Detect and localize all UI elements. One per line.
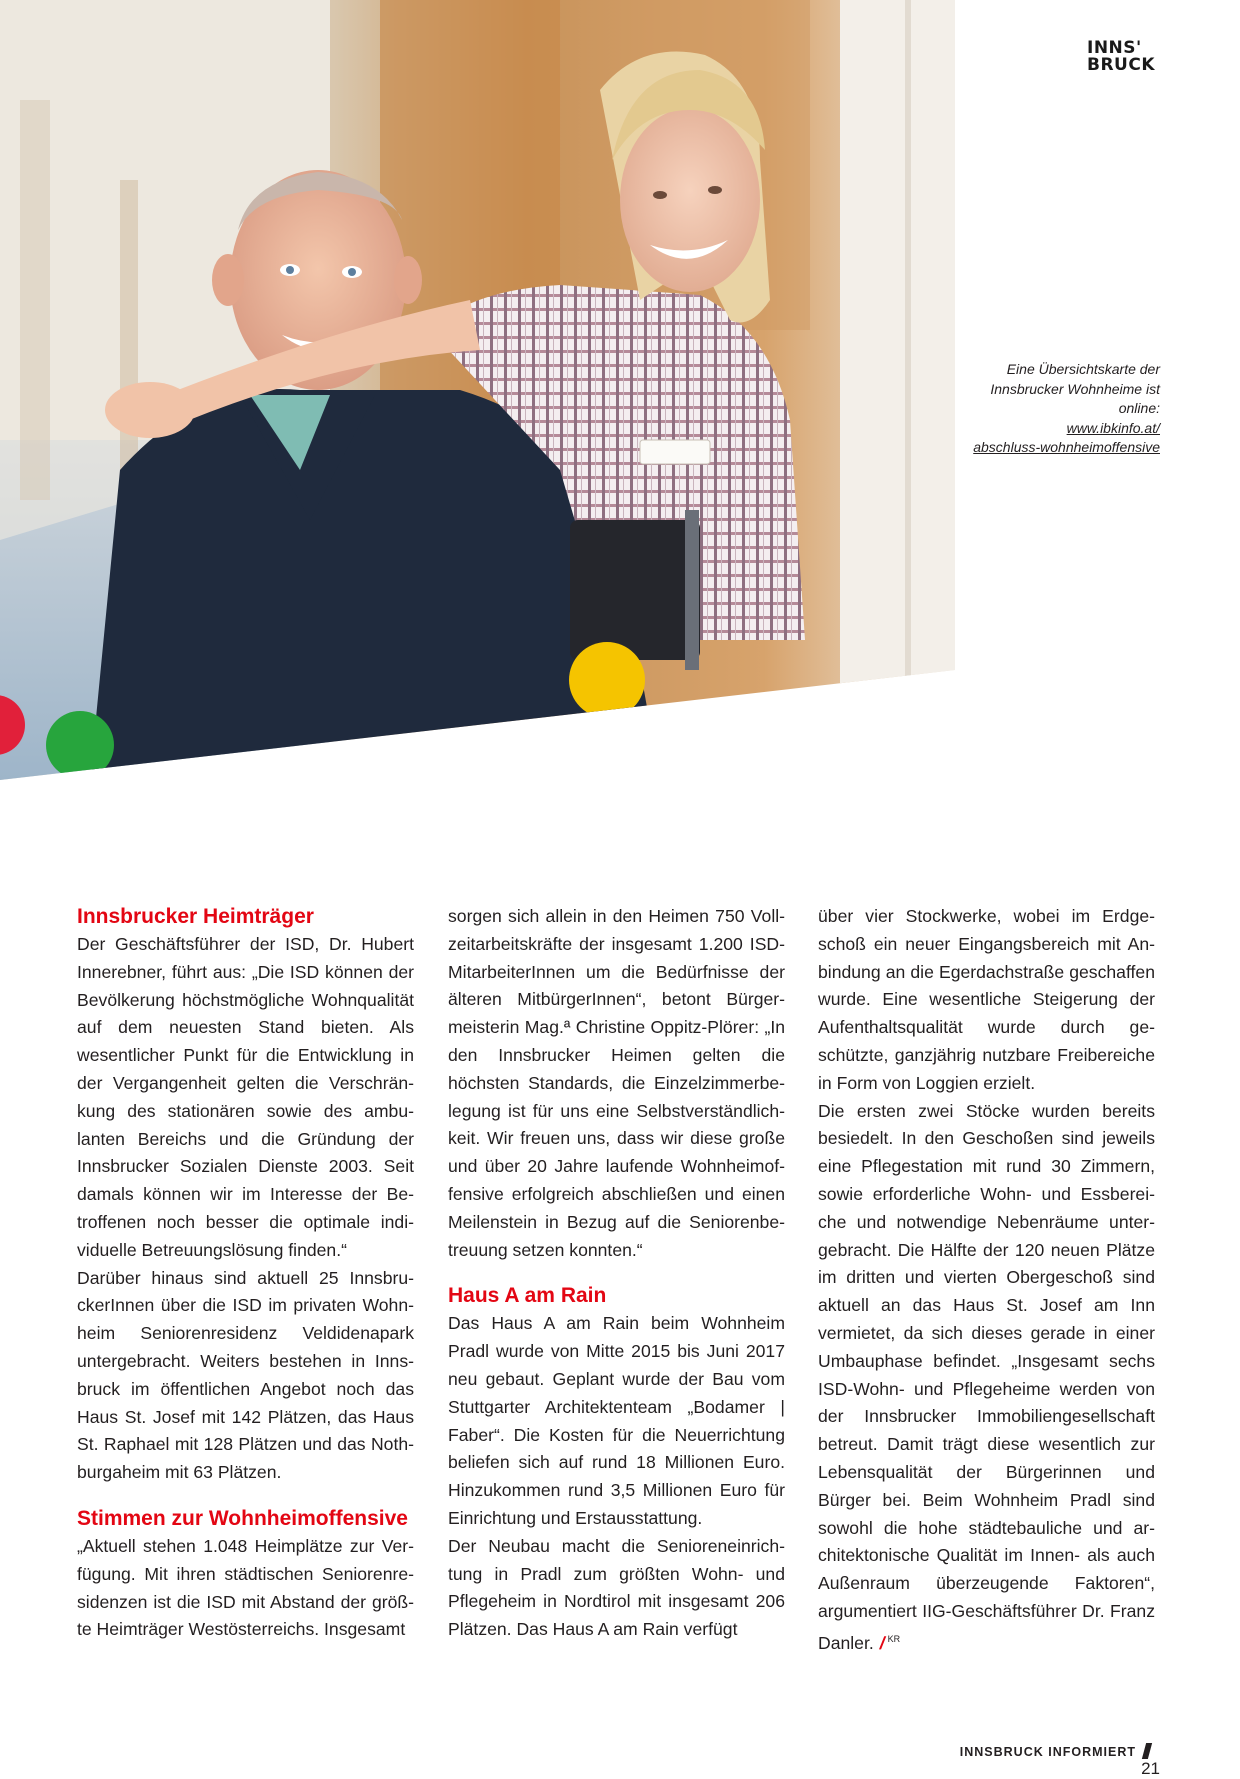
- text-column-1: [77, 903, 414, 1644]
- caption-link-part2[interactable]: abschluss-wohnheimoffensive: [973, 439, 1160, 455]
- logo-line1: INNS': [1087, 38, 1142, 58]
- paragraph: über vier Stockwerke, wobei im Erdgeschoß ein neuer Eingangsbereich mit Anbindung an die Egerdachstraße geschaffen wurde. Eine wesentliche Steigerung der Aufenthaltsqualität wurde durch geschützte, ganzjährig nutzbare Freibereiche in Form von Loggien erzielt.: [818, 906, 1155, 1093]
- caption-link-part1[interactable]: www.ibkinfo.at/: [1066, 419, 1160, 436]
- paragraph-with-signature: [818, 1098, 1155, 1658]
- paragraph: „Aktuell stehen 1.048 Heimplätze zur Verfügung. Mit ihren städtischen Seniorenresidenzen ist die ISD mit Abstand der größte Heimträger Westösterreichs. Insgesamt: [77, 1535, 414, 1640]
- publication-name: INNSBRUCK INFORMIERT: [959, 1745, 1136, 1759]
- end-mark-icon: /: [877, 1632, 887, 1653]
- divider-slash-icon: [1142, 1743, 1152, 1759]
- page-footer: [958, 1743, 1160, 1779]
- paragraph: sorgen sich allein in den Heimen 750 Vollzeitarbeitskräfte der insgesamt 1.200 ISD-MitarbeiterInnen um die Bedürfnisse der älteren MitbürgerInnen“, betont Bürgermeisterin Mag.ª Christine Oppitz-Plörer: „In den Innsbrucker Heimen gelten die höchsten Standards, die Einzelzimmerbelegung ist für uns eine Selbstverständlichkeit. Wir freuen uns, dass wir diese große und über 20 Jahre laufende Wohnheimoffensive erfolgreich abschließen und einen Meilenstein in Bezug auf die Seniorenbetreuung setzen konnten.“: [448, 906, 785, 1260]
- paragraph: Darüber hinaus sind aktuell 25 InnsbruckerInnen über die ISD im privaten Wohnheim Seniorenresidenz Veldidenapark untergebracht. Weiters bestehen in Innsbruck im öffentlichen Angebot noch das Haus St. Josef mit 142 Plätzen, das Haus St. Raphael mit 128 Plätzen und das Nothburgaheim mit 63 Plätzen.: [77, 1267, 414, 1483]
- heading-stimmen: Stimmen zur Wohnheimoffensive: [77, 1506, 408, 1530]
- author-initials: KR: [887, 1633, 901, 1644]
- text-column-2: [448, 903, 785, 1644]
- caption-text: Eine Übersichtskarte der Innsbrucker Wohnheime ist online:: [990, 361, 1160, 416]
- paragraph: Die ersten zwei Stöcke wurden bereits besiedelt. In den Geschoßen sind jeweils eine Pflegestation mit rund 30 Zimmern, sowie erforderliche Wohn- und Essbereiche und notwendige Nebenräume untergebracht. Die Hälfte der 120 neuen Plätze im dritten und vierten Obergeschoß sind aktuell an das Haus St. Josef am Inn vermietet, da sich dieses gerade in einer Umbauphase befindet. „Insgesamt sechs ISD-Wohn- und Pflegeheime werden von der Innsbrucker Immobiliengesellschaft betreut. Damit trägt diese wesentlich zur Lebensqualität der Bürgerinnen und Bürger bei. Beim Wohnheim Pradl sind sowohl die hohe städtebauliche und architektonische Qualität im Innen- als auch Außenraum überzeugende Faktoren“, argumentiert IIG-Geschäftsführer Dr. Franz Danler.: [818, 1100, 1155, 1653]
- page-number: 21: [1141, 1759, 1160, 1778]
- paragraph: Der Geschäftsführer der ISD, Dr. Hubert Innerebner, führt aus: „Die ISD können der Bevölkerung höchstmögliche Wohnqualität auf dem neuesten Stand bieten. Als wesentlicher Punkt für die Entwicklung in der Vergangenheit gelten die Verschränkung des stationären sowie des ambulanten Bereichs und die Gründung der Innsbrucker Sozialen Dienste 2003. Seit damals können wir im Interesse der Betroffenen noch besser die optimale individuelle Betreuungslösung finden.“: [77, 934, 414, 1260]
- text-column-3: [818, 903, 1155, 1657]
- caregiver-with-senior-illustration: [0, 0, 955, 780]
- paragraph: Das Haus A am Rain beim Wohnheim Pradl wurde von Mitte 2015 bis Juni 2017 neu gebaut. Geplant wurde der Bau vom Stuttgarter Architektenteam „Bodamer | Faber“. Die Kosten für die Neuerrichtung beliefen sich auf rund 18 Millionen Euro. Hinzukommen rund 3,5 Millionen Euro für Einrichtung und Erstausstattung.: [448, 1313, 785, 1528]
- heading-haus-a-am-rain: Haus A am Rain: [448, 1284, 607, 1308]
- paragraph: Der Neubau macht die Senioreneinrichtung in Pradl zum größten Wohn- und Pflegeheim in Nordtirol mit insgesamt 206 Plätzen. Das Haus A am Rain verfügt: [448, 1535, 785, 1640]
- heading-heimtraeger: Innsbrucker Heimträger: [77, 905, 314, 928]
- logo-line2: BRUCK: [1087, 55, 1156, 75]
- photo-caption: [958, 360, 1160, 458]
- city-logo: [1087, 40, 1157, 74]
- hero-photo: [0, 0, 955, 780]
